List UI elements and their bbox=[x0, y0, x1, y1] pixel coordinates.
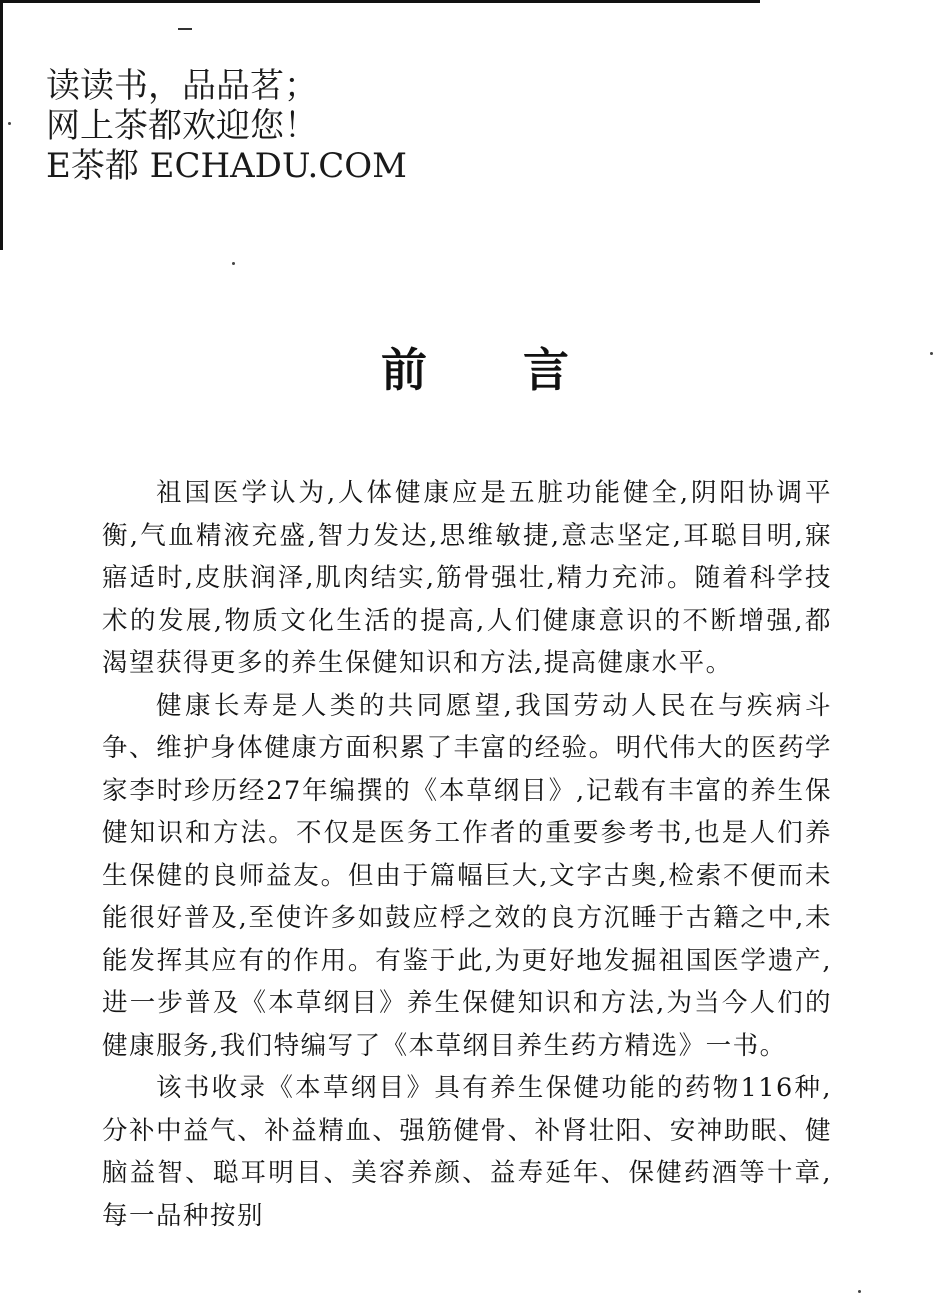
scan-left-bar bbox=[0, 0, 3, 250]
scan-speck bbox=[8, 122, 11, 125]
paragraph: 祖国医学认为,人体健康应是五脏功能健全,阴阳协调平衡,气血精液充盛,智力发达,思维敏捷,意志坚定,耳聪目明,寐寤适时,皮肤润泽,肌肉结实,筋骨强壮,精力充沛。随着科学技术的发展,物质文化生活的提高,人们健康意识的不断增强,都渴望获得更多的养生保健知识和方法,提高健康水平。 bbox=[102, 478, 832, 678]
watermark-line: 网上茶都欢迎您！ bbox=[46, 106, 318, 146]
watermark bbox=[46, 66, 407, 186]
paragraph: 健康长寿是人类的共同愿望,我国劳动人民在与疾病斗争、维护身体健康方面积累了丰富的经验。明代伟大的医药学家李时珍历经27年编撰的《本草纲目》,记载有丰富的养生保健知识和方法。不仅是医务工作者的重要参考书,也是人们养生保健的良师益友。但由于篇幅巨大,文字古奥,检索不便而未能很好普及,至使许多如鼓应桴之效的良方沉睡于古籍之中,未能发挥其应有的作用。有鉴于此,为更好地发掘祖国医学遗产,进一步普及《本草纲目》养生保健知识和方法,为当今人们的健康服务,我们特编写了《本草纲目养生药方精选》一书。 bbox=[102, 690, 832, 1061]
watermark-line: E茶都 ECHADU.COM bbox=[46, 146, 407, 186]
paragraph: 该书收录《本草纲目》具有养生保健功能的药物116种,分补中益气、补益精血、强筋健骨、补肾壮阳、安神助眠、健脑益智、聪耳明目、美容养颜、益寿延年、保健药酒等十章,每一品种按别 bbox=[102, 1073, 832, 1231]
scan-speck bbox=[232, 262, 235, 265]
body-text bbox=[102, 472, 832, 1237]
page-title: 前言 bbox=[381, 343, 665, 397]
scan-dash bbox=[178, 28, 192, 30]
scan-speck bbox=[858, 1290, 861, 1293]
watermark-line: 读读书，品品茗； bbox=[46, 66, 318, 106]
scan-top-rule bbox=[0, 0, 760, 3]
